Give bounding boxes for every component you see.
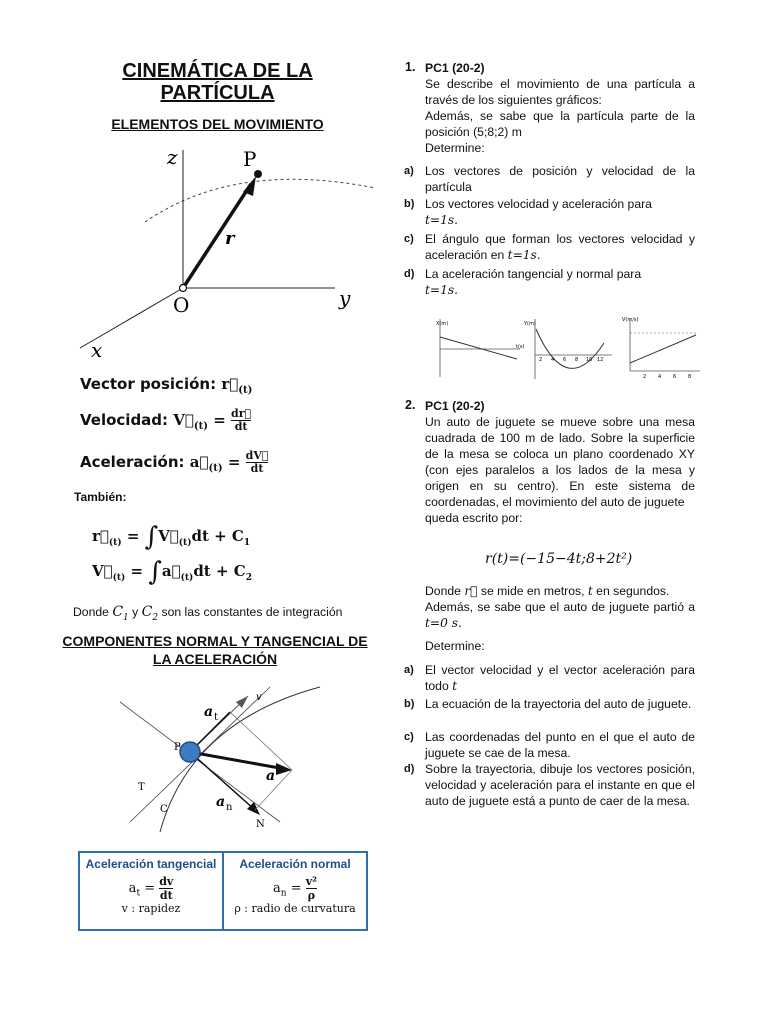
q2-block [425, 398, 695, 526]
q2-item-b-text: La ecuación de la trayectoria del auto de juguete. [425, 697, 692, 711]
q2-head: PC1 (20-2) [425, 399, 485, 413]
q2-text3-block: Donde r⃗ se mide en metros, t en segundos. Además, se sabe que el auto de juguete partió a t=0 s. [425, 584, 695, 630]
acceleration-components-diagram [120, 682, 350, 832]
q2-text1: Un auto de juguete se mueve sobre una mesa cuadrada de 100 m de lado. Sobre la superficie de la mesa se coloca un plano coordenado XY (con ejes paralelos a los lados de la mesa y origen en su centro). En este sistema de coordenadas, el movimiento del auto de juguete [425, 415, 695, 509]
q1-motion-graphs [432, 315, 702, 385]
q2-number: 2. [405, 398, 416, 412]
q2-item-a-math: t [452, 679, 458, 693]
curvatura-note: ρ : radio de curvatura [234, 902, 356, 915]
constants-text: son las constantes de integración [161, 605, 343, 619]
g1-ylabel: X(m) [436, 321, 449, 327]
velocidad-label: Velocidad: [80, 411, 169, 429]
q2-equation: r(t)=(−15−4t;8+2t²) [485, 551, 633, 567]
g3-tick-1: 4 [658, 374, 662, 380]
position-vector-diagram [75, 140, 375, 365]
origin-label: O [173, 293, 190, 317]
velocidad-formula: Velocidad: $V⃗_{(t)}$ = $\frac{dr⃗}{dt}$ [80, 407, 252, 433]
g1-xlabel: t(s) [516, 344, 525, 350]
donde-text: Donde [73, 605, 109, 619]
q1-item-a [404, 163, 695, 195]
g2-tick-3: 8 [575, 357, 579, 363]
v-label: v [256, 692, 262, 703]
q2-item-a [404, 662, 695, 694]
q1-item-c-text: El ángulo que forman los vectores velocidad y aceleración en [425, 232, 695, 262]
q2-text4-math: t=0 s. [425, 616, 462, 630]
g2-tick-2: 6 [563, 357, 567, 363]
r-vector-label: r [225, 228, 235, 249]
t-label: T [138, 782, 145, 793]
aceleracion-formula: Aceleración: $a⃗_{(t)}$ = $\frac{dV⃗}{dt}$ [80, 449, 269, 475]
q1-item-c-math: t=1s. [507, 248, 541, 262]
section-title-elementos: ELEMENTOS DEL MOVIMIENTO [111, 116, 324, 132]
q2-item-b [404, 696, 695, 712]
q1-block [425, 60, 695, 156]
at-label: a [204, 704, 214, 720]
n-label: N [256, 819, 265, 830]
g3-ylabel: V(m/s) [622, 317, 639, 323]
an-label: a [216, 794, 226, 810]
q1-text2: Además, se sabe que la partícula parte de la posición (5;8;2) m [425, 109, 695, 139]
vector-posicion-label: Vector posición: [80, 375, 217, 393]
g2-tick-4: 10 [586, 357, 593, 363]
q2-item-a-text: El vector velocidad y el vector aceleración para todo [425, 663, 695, 693]
q1-item-b-math: t=1s. [425, 213, 458, 227]
q1-item-b-label: b) [404, 198, 415, 210]
q1-determine: Determine: [425, 141, 485, 155]
q2-text3-mid: se mide en metros, [480, 584, 585, 598]
q2-item-b-label: b) [404, 698, 415, 710]
vector-posicion-formula: Vector posición: $r⃗_{(t)}$ [80, 375, 253, 396]
g2-ylabel: Y(m) [524, 321, 536, 327]
q1-number: 1. [405, 60, 416, 74]
c-label: C [160, 804, 168, 815]
page-title: CINEMÁTICA DE LA PARTÍCULA [122, 60, 313, 104]
integral-position-formula: $r⃗_{(t)}$ = $\int V⃗_{(t)}dt + C_1$ [92, 522, 251, 552]
aceleracion-label: Aceleración: [80, 453, 185, 471]
q2-item-c-text: Las coordenadas del punto en el que el auto de juguete se cae de la mesa. [425, 730, 695, 760]
integration-constants-note: Donde $C_1$ y $C_2$ son las constantes de integración [73, 604, 343, 623]
point-p-label: P [243, 147, 257, 171]
q2-text2: queda escrito por: [425, 511, 523, 525]
q1-item-d-label: d) [404, 268, 415, 280]
tangential-cell: Aceleración tangencial $a_t$ = $\frac{dv}{dt}$ v : rapidez [79, 852, 223, 930]
q1-item-d-math: t=1s. [425, 283, 458, 297]
q2-item-a-label: a) [404, 664, 414, 676]
q2-item-d-text: Sobre la trayectoria, dibuje los vectores posición, velocidad y aceleración para el instante en que el auto de juguete está a punto de caer de la mesa. [425, 762, 695, 808]
q1-item-c [404, 231, 695, 263]
q2-item-d [404, 761, 695, 809]
acceleration-table [78, 851, 368, 931]
q2-determine: Determine: [425, 639, 485, 653]
tambien-label: También: [74, 490, 127, 504]
p-label: P [174, 742, 181, 753]
q1-text1: Se describe el movimiento de una partícula a través de los siguientes gráficos: [425, 77, 695, 107]
q1-item-b-text: Los vectores velocidad y aceleración para [425, 197, 652, 211]
normal-cell: Aceleración normal $a_n$ = $\frac{\text{v²}}{\rho}$ ρ : radio de curvatura [223, 852, 367, 930]
x-axis-label: x [91, 338, 103, 362]
g2-tick-5: 12 [597, 357, 604, 363]
g2-tick-0: 2 [539, 357, 543, 363]
q1-item-b [404, 196, 695, 228]
a-label: a [266, 768, 276, 784]
q1-item-c-label: c) [404, 233, 414, 245]
g3-tick-0: 2 [643, 374, 647, 380]
rapidez-note: v : rapidez [121, 902, 181, 915]
q2-item-c-label: c) [404, 731, 414, 743]
integral-velocity-formula: $V⃗_{(t)}$ = $\int a⃗_{(t)}dt + C_2$ [92, 557, 252, 587]
q1-item-a-text: Los vectores de posición y velocidad de la partícula [425, 164, 695, 194]
q2-text3-post: en segundos. [596, 584, 670, 598]
q1-item-d [404, 266, 695, 298]
g2-tick-1: 4 [551, 357, 555, 363]
normal-header: Aceleración normal [239, 857, 351, 871]
at-sub-label: t [214, 712, 219, 723]
an-sub-label: n [226, 802, 233, 813]
q1-item-d-text: La aceleración tangencial y normal para [425, 267, 642, 281]
q2-text4: Además, se sabe que el auto de juguete partió a [425, 600, 695, 614]
z-axis-label: z [167, 145, 178, 169]
g3-tick-2: 6 [673, 374, 677, 380]
q1-item-a-label: a) [404, 165, 414, 177]
tangential-header: Aceleración tangencial [85, 857, 217, 871]
q2-item-c [404, 729, 695, 761]
g3-tick-3: 8 [688, 374, 692, 380]
q2-item-d-label: d) [404, 763, 415, 775]
q2-text3-pre: Donde [425, 584, 461, 598]
y-axis-label: y [339, 286, 351, 310]
q1-head: PC1 (20-2) [425, 61, 485, 75]
and-text: y [132, 605, 139, 619]
section-title-componentes: COMPONENTES NORMAL Y TANGENCIAL DE LA ACELERACIÓN [62, 633, 368, 667]
